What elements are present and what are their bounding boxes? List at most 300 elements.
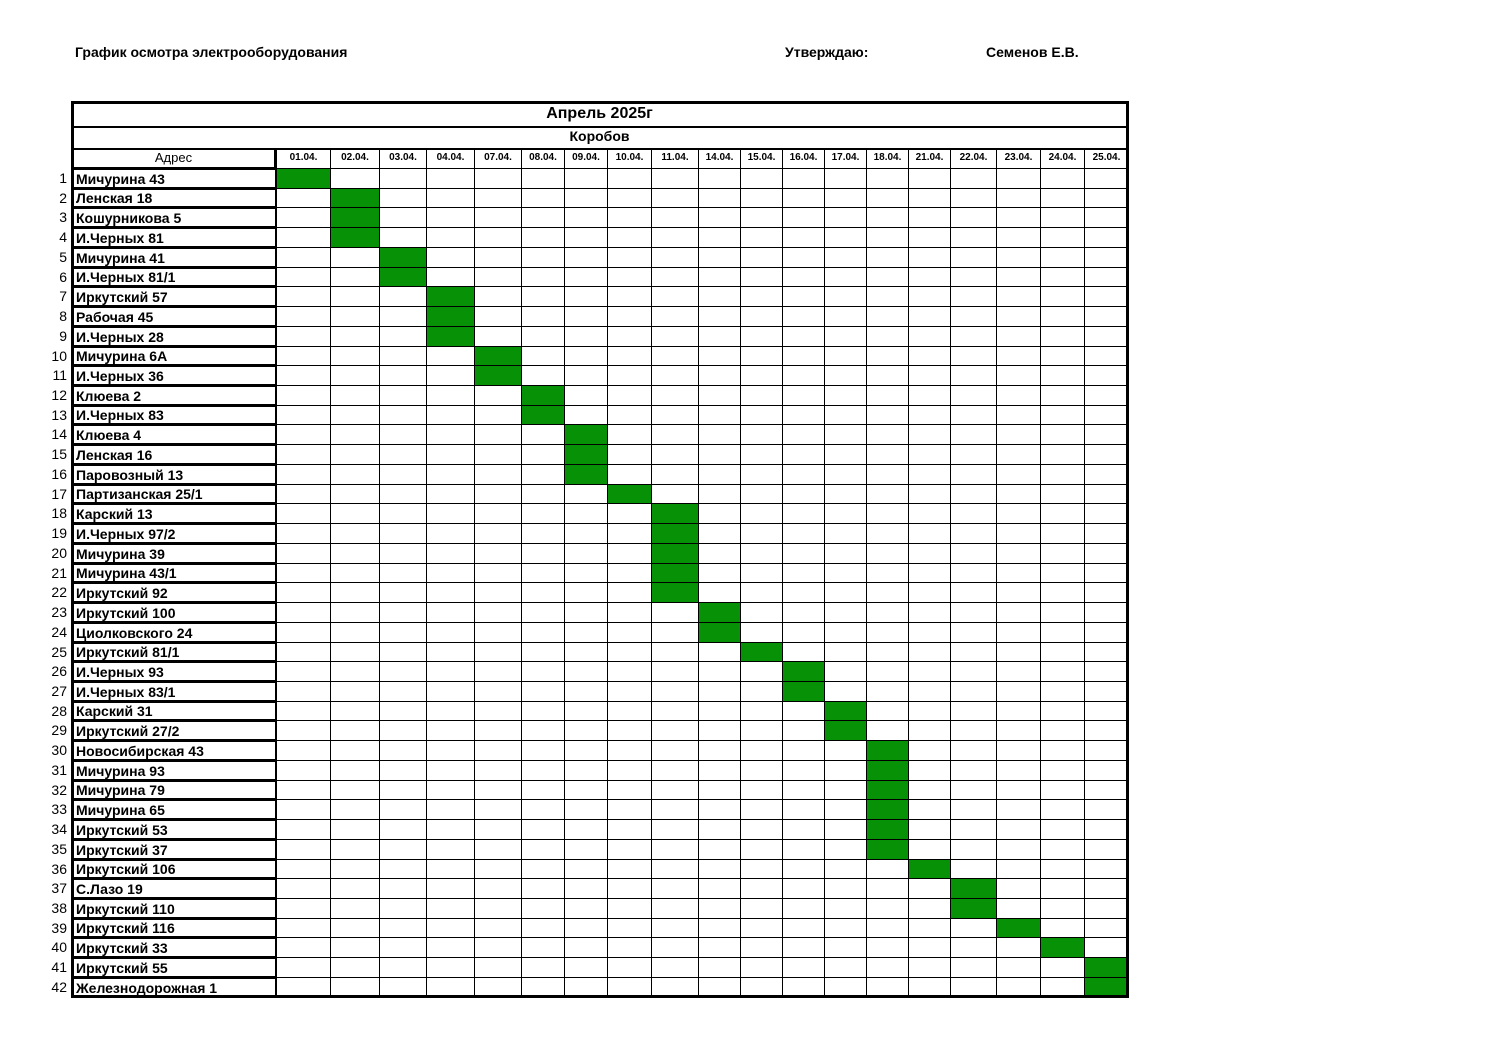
schedule-cell xyxy=(950,306,997,327)
schedule-cell xyxy=(996,207,1041,228)
month-header: Апрель 2025г xyxy=(71,101,1128,128)
row-number: 39 xyxy=(51,920,67,936)
scheduled-cell xyxy=(740,642,783,662)
date-header-cell: 04.04. xyxy=(426,149,475,169)
schedule-cell xyxy=(651,799,699,820)
date-header-cell: 10.04. xyxy=(607,149,652,169)
schedule-cell xyxy=(426,503,475,524)
schedule-cell xyxy=(698,207,741,228)
schedule-cell xyxy=(1040,720,1085,741)
schedule-cell xyxy=(379,227,427,248)
schedule-cell xyxy=(782,523,825,544)
schedule-cell xyxy=(740,622,783,643)
schedule-cell xyxy=(1084,661,1129,682)
schedule-cell xyxy=(1084,207,1129,228)
schedule-cell xyxy=(698,247,741,268)
schedule-cell xyxy=(276,286,331,307)
schedule-cell xyxy=(276,661,331,682)
schedule-cell xyxy=(1040,405,1085,425)
schedule-cell xyxy=(950,622,997,643)
scheduled-cell xyxy=(866,780,909,800)
address-cell: Мичурина 39 xyxy=(71,543,277,564)
scheduled-cell xyxy=(651,503,699,524)
schedule-cell xyxy=(474,503,522,524)
schedule-cell xyxy=(1084,681,1129,702)
schedule-cell xyxy=(607,701,652,721)
schedule-cell xyxy=(1040,839,1085,860)
schedule-cell xyxy=(824,306,867,327)
schedule-cell xyxy=(330,701,380,721)
schedule-cell xyxy=(908,543,951,564)
schedule-cell xyxy=(740,188,783,208)
row-number: 26 xyxy=(51,663,67,679)
schedule-cell xyxy=(782,780,825,800)
schedule-cell xyxy=(426,582,475,603)
schedule-cell xyxy=(740,681,783,702)
schedule-cell xyxy=(950,405,997,425)
schedule-cell xyxy=(276,760,331,781)
scheduled-cell xyxy=(379,247,427,268)
schedule-cell xyxy=(379,188,427,208)
schedule-cell xyxy=(908,326,951,347)
schedule-cell xyxy=(996,523,1041,544)
schedule-cell xyxy=(782,444,825,465)
schedule-cell xyxy=(651,819,699,840)
schedule-cell xyxy=(908,760,951,781)
schedule-cell xyxy=(564,898,608,919)
schedule-cell xyxy=(379,819,427,840)
address-cell: Иркутский 116 xyxy=(71,918,277,938)
schedule-cell xyxy=(651,661,699,682)
schedule-cell xyxy=(866,365,909,386)
row-number: 7 xyxy=(59,288,67,304)
schedule-cell xyxy=(474,681,522,702)
schedule-cell xyxy=(996,444,1041,465)
schedule-cell xyxy=(908,188,951,208)
schedule-cell xyxy=(866,977,909,998)
schedule-cell xyxy=(950,286,997,307)
schedule-cell xyxy=(698,799,741,820)
schedule-cell xyxy=(521,602,565,623)
schedule-cell xyxy=(651,405,699,425)
schedule-cell xyxy=(276,444,331,465)
schedule-cell xyxy=(1084,740,1129,761)
scheduled-cell xyxy=(950,898,997,919)
scheduled-cell xyxy=(866,740,909,761)
scheduled-cell xyxy=(607,484,652,504)
schedule-cell xyxy=(651,957,699,978)
address-cell: Новосибирская 43 xyxy=(71,740,277,761)
schedule-cell xyxy=(607,405,652,425)
schedule-cell xyxy=(330,424,380,445)
schedule-cell xyxy=(1040,977,1085,998)
schedule-cell xyxy=(866,720,909,741)
schedule-cell xyxy=(782,799,825,820)
schedule-cell xyxy=(1040,878,1085,899)
schedule-cell xyxy=(996,839,1041,860)
schedule-cell xyxy=(379,602,427,623)
schedule-cell xyxy=(521,227,565,248)
date-header-cell: 01.04. xyxy=(276,149,331,169)
schedule-cell xyxy=(330,760,380,781)
schedule-cell xyxy=(379,424,427,445)
schedule-cell xyxy=(950,642,997,662)
address-cell: Мичурина 43/1 xyxy=(71,563,277,583)
schedule-cell xyxy=(564,326,608,347)
schedule-cell xyxy=(276,859,331,879)
schedule-cell xyxy=(740,839,783,860)
schedule-cell xyxy=(474,701,522,721)
schedule-cell xyxy=(866,543,909,564)
schedule-cell xyxy=(740,740,783,761)
schedule-cell xyxy=(607,977,652,998)
row-number: 6 xyxy=(59,269,67,285)
schedule-cell xyxy=(1084,286,1129,307)
schedule-cell xyxy=(866,227,909,248)
schedule-cell xyxy=(1084,602,1129,623)
schedule-cell xyxy=(276,424,331,445)
schedule-cell xyxy=(824,405,867,425)
schedule-cell xyxy=(276,563,331,583)
schedule-cell xyxy=(824,661,867,682)
schedule-cell xyxy=(521,878,565,899)
date-header-cell: 23.04. xyxy=(996,149,1041,169)
schedule-cell xyxy=(474,563,522,583)
row-number: 34 xyxy=(51,821,67,837)
schedule-cell xyxy=(950,681,997,702)
schedule-cell xyxy=(1084,503,1129,524)
schedule-cell xyxy=(740,898,783,919)
schedule-cell xyxy=(908,602,951,623)
address-cell: И.Черных 93 xyxy=(71,661,277,682)
schedule-cell xyxy=(379,385,427,406)
schedule-cell xyxy=(950,227,997,248)
scheduled-cell xyxy=(276,168,331,189)
schedule-cell xyxy=(908,661,951,682)
schedule-cell xyxy=(740,247,783,268)
schedule-cell xyxy=(607,681,652,702)
scheduled-cell xyxy=(426,286,475,307)
schedule-cell xyxy=(276,819,331,840)
schedule-cell xyxy=(740,563,783,583)
schedule-cell xyxy=(330,582,380,603)
schedule-cell xyxy=(330,819,380,840)
schedule-cell xyxy=(950,780,997,800)
schedule-cell xyxy=(950,918,997,938)
schedule-cell xyxy=(564,878,608,899)
schedule-cell xyxy=(564,484,608,504)
schedule-cell xyxy=(651,839,699,860)
schedule-cell xyxy=(698,168,741,189)
schedule-cell xyxy=(824,523,867,544)
schedule-cell xyxy=(651,424,699,445)
schedule-cell xyxy=(824,424,867,445)
row-number: 42 xyxy=(51,979,67,995)
schedule-cell xyxy=(782,977,825,998)
schedule-cell xyxy=(1040,306,1085,327)
schedule-cell xyxy=(740,227,783,248)
schedule-cell xyxy=(379,346,427,366)
schedule-cell xyxy=(379,760,427,781)
row-number: 3 xyxy=(59,209,67,225)
schedule-cell xyxy=(474,424,522,445)
scheduled-cell xyxy=(866,819,909,840)
schedule-cell xyxy=(908,523,951,544)
schedule-cell xyxy=(379,563,427,583)
schedule-cell xyxy=(564,720,608,741)
scheduled-cell xyxy=(330,188,380,208)
schedule-cell xyxy=(276,937,331,958)
schedule-cell xyxy=(1040,444,1085,465)
schedule-cell xyxy=(564,346,608,366)
schedule-cell xyxy=(330,444,380,465)
schedule-cell xyxy=(950,582,997,603)
address-cell: Мичурина 43 xyxy=(71,168,277,189)
row-number: 23 xyxy=(51,604,67,620)
schedule-cell xyxy=(1040,918,1085,938)
schedule-cell xyxy=(698,326,741,347)
address-cell: Паровозный 13 xyxy=(71,464,277,485)
schedule-cell xyxy=(996,642,1041,662)
date-header-cell: 24.04. xyxy=(1040,149,1085,169)
schedule-cell xyxy=(866,563,909,583)
schedule-cell xyxy=(426,681,475,702)
schedule-cell xyxy=(426,523,475,544)
schedule-cell xyxy=(824,464,867,485)
schedule-cell xyxy=(908,740,951,761)
schedule-cell xyxy=(740,444,783,465)
address-cell: Ленская 16 xyxy=(71,444,277,465)
schedule-cell xyxy=(564,385,608,406)
schedule-cell xyxy=(698,188,741,208)
schedule-cell xyxy=(866,937,909,958)
schedule-cell xyxy=(908,207,951,228)
schedule-cell xyxy=(521,444,565,465)
address-cell: Иркутский 55 xyxy=(71,957,277,978)
schedule-cell xyxy=(276,484,331,504)
address-cell: Иркутский 37 xyxy=(71,839,277,860)
schedule-cell xyxy=(950,168,997,189)
schedule-cell xyxy=(564,977,608,998)
date-header-cell: 03.04. xyxy=(379,149,427,169)
schedule-cell xyxy=(330,464,380,485)
scheduled-cell xyxy=(474,346,522,366)
schedule-cell xyxy=(698,720,741,741)
schedule-cell xyxy=(824,346,867,366)
row-number: 35 xyxy=(51,841,67,857)
schedule-cell xyxy=(276,247,331,268)
schedule-cell xyxy=(564,523,608,544)
schedule-cell xyxy=(276,701,331,721)
date-header-cell: 07.04. xyxy=(474,149,522,169)
schedule-cell xyxy=(908,957,951,978)
schedule-cell xyxy=(379,642,427,662)
schedule-cell xyxy=(426,839,475,860)
scheduled-cell xyxy=(426,326,475,347)
address-cell: Иркутский 57 xyxy=(71,286,277,307)
schedule-cell xyxy=(740,819,783,840)
schedule-cell xyxy=(824,247,867,268)
schedule-cell xyxy=(950,720,997,741)
schedule-cell xyxy=(996,365,1041,386)
schedule-cell xyxy=(782,346,825,366)
schedule-cell xyxy=(379,977,427,998)
schedule-cell xyxy=(379,937,427,958)
schedule-cell xyxy=(330,937,380,958)
scheduled-cell xyxy=(330,207,380,228)
schedule-cell xyxy=(698,918,741,938)
schedule-cell xyxy=(651,267,699,287)
schedule-cell xyxy=(564,740,608,761)
row-number: 22 xyxy=(51,584,67,600)
row-number: 12 xyxy=(51,387,67,403)
scheduled-cell xyxy=(564,444,608,465)
date-header-cell: 08.04. xyxy=(521,149,565,169)
date-header-cell: 18.04. xyxy=(866,149,909,169)
schedule-cell xyxy=(1040,642,1085,662)
schedule-cell xyxy=(782,385,825,406)
schedule-cell xyxy=(474,839,522,860)
schedule-cell xyxy=(330,168,380,189)
schedule-cell xyxy=(330,642,380,662)
schedule-cell xyxy=(426,346,475,366)
schedule-cell xyxy=(740,543,783,564)
date-header-cell: 17.04. xyxy=(824,149,867,169)
schedule-cell xyxy=(950,839,997,860)
schedule-cell xyxy=(782,859,825,879)
schedule-cell xyxy=(740,207,783,228)
schedule-cell xyxy=(824,563,867,583)
schedule-cell xyxy=(607,227,652,248)
schedule-cell xyxy=(824,799,867,820)
schedule-cell xyxy=(426,444,475,465)
schedule-cell xyxy=(651,780,699,800)
schedule-cell xyxy=(950,365,997,386)
address-cell: Мичурина 65 xyxy=(71,799,277,820)
schedule-cell xyxy=(866,661,909,682)
schedule-cell xyxy=(782,760,825,781)
schedule-cell xyxy=(824,168,867,189)
schedule-cell xyxy=(698,661,741,682)
schedule-cell xyxy=(521,523,565,544)
schedule-cell xyxy=(740,503,783,524)
date-header-cell: 22.04. xyxy=(950,149,997,169)
scheduled-cell xyxy=(1084,977,1129,998)
schedule-cell xyxy=(1040,799,1085,820)
schedule-cell xyxy=(950,799,997,820)
schedule-cell xyxy=(996,582,1041,603)
schedule-cell xyxy=(996,799,1041,820)
schedule-cell xyxy=(782,898,825,919)
schedule-cell xyxy=(426,543,475,564)
schedule-cell xyxy=(607,918,652,938)
schedule-cell xyxy=(379,957,427,978)
schedule-cell xyxy=(426,957,475,978)
schedule-cell xyxy=(607,168,652,189)
schedule-cell xyxy=(996,859,1041,879)
schedule-cell xyxy=(564,918,608,938)
schedule-cell xyxy=(474,306,522,327)
schedule-cell xyxy=(950,444,997,465)
schedule-cell xyxy=(908,563,951,583)
schedule-cell xyxy=(474,780,522,800)
schedule-cell xyxy=(521,839,565,860)
schedule-cell xyxy=(950,543,997,564)
schedule-cell xyxy=(330,622,380,643)
schedule-cell xyxy=(782,839,825,860)
address-cell: Кошурникова 5 xyxy=(71,207,277,228)
schedule-cell xyxy=(651,937,699,958)
scheduled-cell xyxy=(521,405,565,425)
schedule-cell xyxy=(379,523,427,544)
schedule-cell xyxy=(564,957,608,978)
schedule-cell xyxy=(564,602,608,623)
schedule-cell xyxy=(474,188,522,208)
schedule-cell xyxy=(740,602,783,623)
schedule-cell xyxy=(426,464,475,485)
schedule-cell xyxy=(1040,523,1085,544)
schedule-cell xyxy=(276,405,331,425)
schedule-cell xyxy=(276,207,331,228)
schedule-cell xyxy=(740,365,783,386)
schedule-cell xyxy=(330,405,380,425)
schedule-cell xyxy=(521,168,565,189)
schedule-cell xyxy=(740,760,783,781)
row-number: 24 xyxy=(51,624,67,640)
schedule-cell xyxy=(908,464,951,485)
schedule-cell xyxy=(474,661,522,682)
schedule-cell xyxy=(908,780,951,800)
schedule-cell xyxy=(474,622,522,643)
schedule-cell xyxy=(651,247,699,268)
schedule-cell xyxy=(1040,365,1085,386)
schedule-cell xyxy=(698,563,741,583)
schedule-cell xyxy=(521,503,565,524)
schedule-cell xyxy=(474,207,522,228)
schedule-cell xyxy=(866,622,909,643)
scheduled-cell xyxy=(651,563,699,583)
schedule-cell xyxy=(426,740,475,761)
schedule-cell xyxy=(740,326,783,347)
schedule-cell xyxy=(1040,385,1085,406)
schedule-cell xyxy=(866,464,909,485)
schedule-cell xyxy=(379,740,427,761)
row-number: 14 xyxy=(51,426,67,442)
schedule-cell xyxy=(564,286,608,307)
schedule-cell xyxy=(908,484,951,504)
schedule-cell xyxy=(607,819,652,840)
date-header-cell: 14.04. xyxy=(698,149,741,169)
schedule-cell xyxy=(996,898,1041,919)
schedule-cell xyxy=(330,839,380,860)
schedule-cell xyxy=(276,740,331,761)
schedule-cell xyxy=(782,484,825,504)
schedule-cell xyxy=(950,385,997,406)
schedule-cell xyxy=(996,957,1041,978)
scheduled-cell xyxy=(651,523,699,544)
schedule-cell xyxy=(521,464,565,485)
schedule-cell xyxy=(276,306,331,327)
schedule-cell xyxy=(950,346,997,366)
schedule-cell xyxy=(1084,523,1129,544)
schedule-cell xyxy=(782,306,825,327)
schedule-cell xyxy=(698,819,741,840)
row-number: 25 xyxy=(51,644,67,660)
address-cell: Иркутский 53 xyxy=(71,819,277,840)
schedule-cell xyxy=(276,582,331,603)
schedule-cell xyxy=(330,365,380,386)
schedule-cell xyxy=(740,977,783,998)
